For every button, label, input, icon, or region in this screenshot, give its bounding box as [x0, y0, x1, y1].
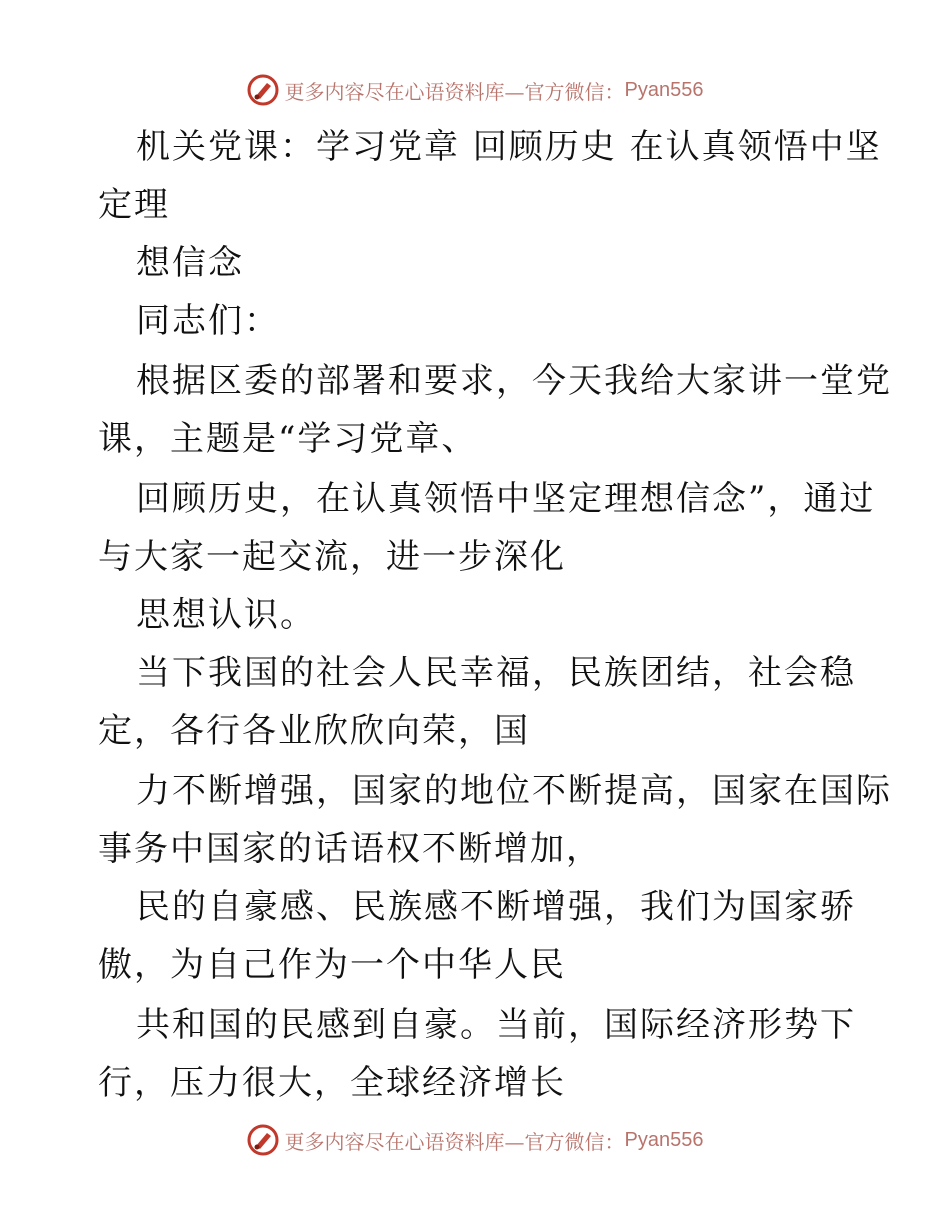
paragraph-line: 力不断增强，国家的地位不断提高，国家在国际 [136, 771, 892, 811]
paragraph-line: 共和国的民感到自豪。当前，国际经济形势下 [136, 1005, 856, 1045]
paragraph-line: 根据区委的部署和要求，今天我给大家讲一堂党 [136, 361, 892, 401]
paragraph-line: 思想认识。 [136, 595, 316, 635]
pen-logo-icon [247, 74, 279, 106]
paragraph-line: 事务中国家的话语权不断增加， [98, 829, 602, 869]
footer-banner [0, 1122, 950, 1158]
paragraph-line: 回顾历史，在认真领悟中坚定理想信念”，通过 [136, 479, 876, 519]
salutation: 同志们： [136, 301, 280, 341]
paragraph-line: 定，各行各业欣欣向荣，国 [98, 711, 530, 751]
footer-wechat-id: Pyan556 [624, 1128, 704, 1151]
paragraph-line: 课，主题是“学习党章、 [98, 419, 478, 459]
paragraph-line: 当下我国的社会人民幸福，民族团结，社会稳 [136, 653, 856, 693]
title-line-1: 机关党课：学习党章 回顾历史 在认真领悟中坚 [136, 127, 882, 167]
paragraph-line: 行，压力很大，全球经济增长 [98, 1063, 566, 1103]
header-banner [0, 72, 950, 108]
header-wechat-id: Pyan556 [624, 78, 704, 101]
title-line-3: 想信念 [136, 243, 244, 283]
pen-logo-icon [247, 1124, 279, 1156]
paragraph-line: 与大家一起交流，进一步深化 [98, 537, 566, 577]
paragraph-line: 民的自豪感、民族感不断增强，我们为国家骄 [136, 887, 856, 927]
paragraph-line: 傲，为自己作为一个中华人民 [98, 945, 566, 985]
footer-banner-text: 更多内容尽在心语资料库—官方微信： [284, 1129, 625, 1154]
title-line-2: 定理 [98, 185, 170, 225]
header-banner-text: 更多内容尽在心语资料库—官方微信： [284, 79, 625, 104]
